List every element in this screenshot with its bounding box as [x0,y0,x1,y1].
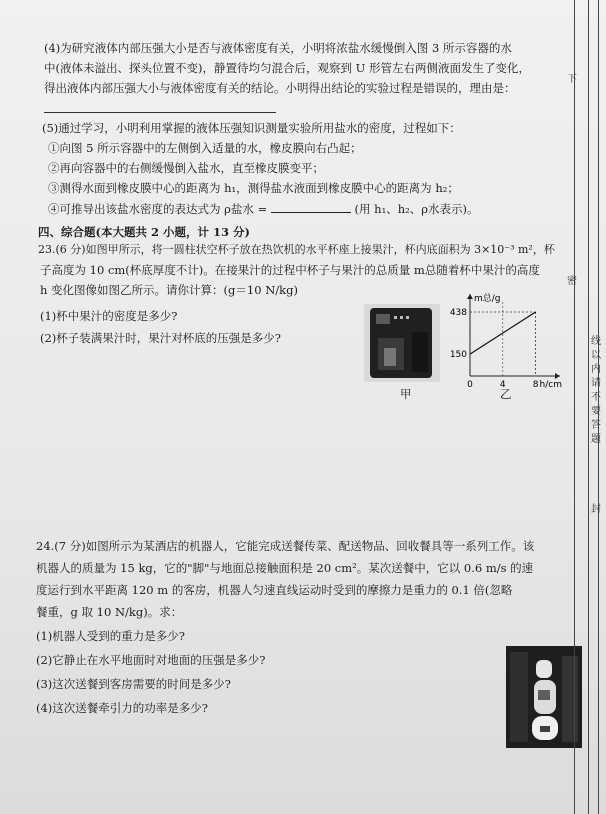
margin-char-yi: 以 [591,350,601,361]
x-axis-arrow [555,373,560,379]
y-axis-label: m总/g [474,294,501,304]
q24-sub2: (2)它静止在水平地面时对地面的压强是多少? [36,653,266,667]
margin-char-yao: 要 [591,406,601,417]
q5-step2: ②再向容器中的右侧缓慢倒入盐水，直至橡皮膜变平； [48,161,324,175]
chart-axes [467,294,560,379]
margin-line-left [574,0,575,814]
q24-line2: 机器人的质量为 15 kg，它的"脚"与地面总接触面积是 20 cm²。某次送餐中，它以 0.6 m/s 的速 [36,561,534,575]
chart-labels [450,292,562,390]
mass-height-chart [444,292,564,392]
figure-label-yi: 乙 [500,387,512,401]
q4-line3: 得出液体内部压强大小与液体密度有关的结论。小明得出结论的实验过程是错误的，理由是： [44,81,516,95]
margin-char-nei: 内 [591,364,601,375]
q5-step1: ①向图 5 所示容器中的左侧倒入适量的水，橡皮膜向右凸起； [48,141,362,155]
margin-char-da: 答 [591,420,601,431]
margin-line-middle [588,0,589,814]
answer-blank-q5 [271,202,351,213]
q23-line2: 子高度为 10 cm(杯底厚度不计)。在接果汁的过程中杯子与果汁的总质量 m总随着杯中果汁的高度 [40,263,540,277]
margin-char-feng: 封 [591,504,601,515]
q24-sub1: (1)机器人受到的重力是多少? [36,629,185,643]
q5-step4-prefix: ④可推导出该盐水密度的表达式为 ρ盐水 = [48,202,268,216]
y-tick-label-0: 150 [449,350,467,361]
q23-sub2: (2)杯子装满果汁时，果汁对杯底的压强是多少? [40,331,281,345]
figure-label-jia: 甲 [400,387,412,401]
q23-sub1: (1)杯中果汁的密度是多少? [40,309,178,323]
q4-line1: (4)为研究液体内部压强大小是否与液体密度有关，小明将浓盐水缓慢倒入图 3 所示容器的水 [44,41,512,55]
margin-char-xian: 线 [591,336,601,347]
q24-sub4: (4)这次送餐牵引力的功率是多少? [36,701,208,715]
q24-line1: 24.(7 分)如图所示为某酒店的机器人，它能完成送餐传菜、配送物品、回收餐具等一系列工作。该 [36,539,535,553]
section-heading: 四、综合题(本大题共 2 小题，计 13 分) [38,225,250,239]
juice-machine-icon [364,304,440,382]
q23-line1: 23.(6 分)如图甲所示，将一圆柱状空杯子放在热饮机的水平杯座上接果汁，杯内底面积为 3×10⁻³ m²，杯 [38,243,555,256]
x-tick-label-0: 0 [467,380,473,390]
x-axis-label: h/cm [539,380,562,390]
q24-line3: 度运行到水平距离 120 m 的客房，机器人匀速直线运动时受到的摩擦力是重力的 0.1 倍(忽略 [36,583,513,597]
margin-char-qing: 请 [591,378,601,389]
q5-intro: (5)通过学习，小明利用掌握的液体压强知识测量实验所用盐水的密度，过程如下： [42,121,461,135]
answer-blank-q4 [44,112,276,113]
y-axis-arrow [467,294,473,299]
juice-machine-photo [364,304,440,382]
q24-line4: 餐重，g 取 10 N/kg)。求： [36,605,183,619]
q5-step4-suffix: (用 h₁、h₂、ρ水表示)。 [354,202,479,216]
q4-line2: 中(液体未溢出、探头位置不变)，静置待均匀混合后，观察到 U 形管左右两侧液面发生了变化， [44,61,530,75]
margin-char-bu: 不 [591,392,601,403]
q23-line3: h 变化图像如图乙所示。请你计算：(g＝10 N/kg) [40,283,298,297]
q24-sub3: (3)这次送餐到客房需要的时间是多少? [36,677,231,691]
margin-char-ti: 题 [591,434,601,445]
q5-step3: ③测得水面到橡皮膜中心的距离为 h₁，测得盐水液面到橡皮膜中心的距离为 h₂； [48,181,459,195]
margin-char-xia: 下 [567,74,577,85]
x-tick-label-2: 8 [532,380,539,390]
q5-step4 [48,202,478,216]
robot-photo [506,646,582,748]
margin-char-mi: 密 [567,276,577,287]
robot-icon [506,646,582,748]
chart-guides [470,300,536,376]
y-tick-label-1: 438 [449,307,467,318]
x-tick-label-1: 4 [499,380,506,390]
